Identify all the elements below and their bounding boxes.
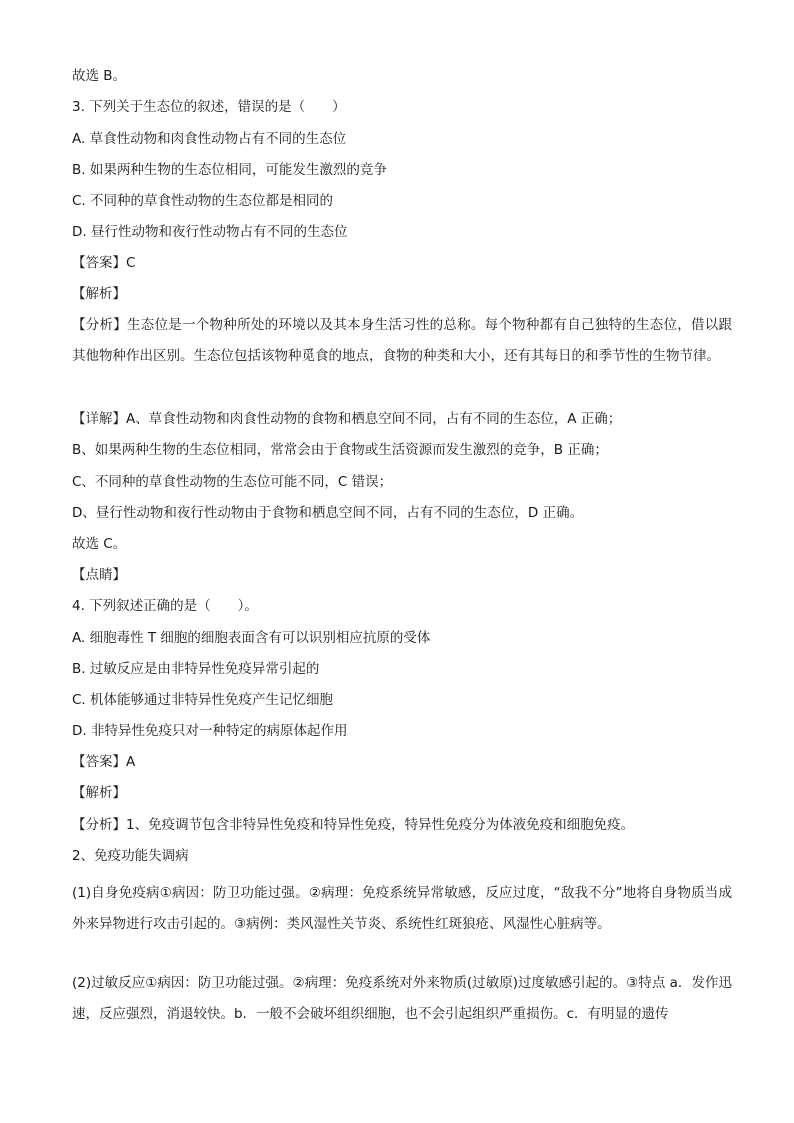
- question-4-analysis-point-2: 2、免疫功能失调病: [72, 848, 189, 864]
- question-4-analysis-point-1: 【分析】1、免疫调节包含非特异性免疫和特异性免疫，特异性免疫分为体液免疫和细胞免疫。: [72, 817, 635, 833]
- autoimmune-disease-paragraph: (1)自身免疫病①病因：防卫功能过强。②病理：免疫系统异常敏感，反应过度，“敌我不分”地将自身物质当成外来异物进行攻击引起的。③病例：类风湿性关节炎、系统性红斑狼疮、风湿性心脏病等。: [72, 885, 732, 932]
- allergic-reaction-paragraph: (2)过敏反应①病因：防卫功能过强。②病理：免疫系统对外来物质(过敏原)过度敏感引起的。③特点 a．发作迅速，反应强烈，消退较快。b．一般不会破坏组织细胞，也不会引起组织严重损伤。c．有明显的遗传: [72, 975, 732, 1022]
- question-4-option-c: C. 机体能够通过非特异性免疫产生记忆细胞: [72, 692, 334, 708]
- question-3-answer: 【答案】C: [72, 255, 136, 271]
- question-3-option-c: C. 不同种的草食性动物的生态位都是相同的: [72, 193, 334, 209]
- text-line: 故选 B。: [72, 68, 127, 84]
- question-3-analysis-heading: 【解析】: [72, 286, 126, 302]
- question-3-detail-a: 【详解】A、草食性动物和肉食性动物的食物和栖息空间不同，占有不同的生态位，A 正确；: [72, 411, 622, 427]
- question-3-analysis-paragraph: 【分析】生态位是一个物种所处的环境以及其本身生活习性的总称。每个物种都有自己独特的生态位，借以跟其他物种作出区别。生态位包括该物种觅食的地点，食物的种类和大小，还有其每日的和季节性的生物节律。: [72, 317, 732, 364]
- question-3-comment-heading: 【点睛】: [72, 567, 126, 583]
- question-3-option-d: D. 昼行性动物和夜行性动物占有不同的生态位: [72, 224, 348, 240]
- question-3-detail-c: C、不同种的草食性动物的生态位可能不同，C 错误；: [72, 474, 393, 490]
- question-3-option-a: A. 草食性动物和肉食性动物占有不同的生态位: [72, 131, 347, 147]
- question-4-stem: 4. 下列叙述正确的是（ ）。: [72, 598, 258, 614]
- question-4-option-d: D. 非特异性免疫只对一种特定的病原体起作用: [72, 723, 348, 739]
- question-3-option-b: B. 如果两种生物的生态位相同，可能发生激烈的竞争: [72, 162, 387, 178]
- question-4-answer: 【答案】A: [72, 754, 136, 770]
- question-4-option-b: B. 过敏反应是由非特异性免疫异常引起的: [72, 661, 320, 677]
- question-3-detail-d: D、昼行性动物和夜行性动物由于食物和栖息空间不同，占有不同的生态位，D 正确。: [72, 505, 584, 521]
- question-4-analysis-heading: 【解析】: [72, 785, 126, 801]
- question-3-stem: 3. 下列关于生态位的叙述，错误的是（ ）: [72, 99, 346, 115]
- question-3-detail-b: B、如果两种生物的生态位相同，常常会由于食物或生活资源而发生激烈的竞争，B 正确；: [72, 442, 608, 458]
- question-3-conclusion: 故选 C。: [72, 536, 127, 552]
- question-4-option-a: A. 细胞毒性 T 细胞的细胞表面含有可以识别相应抗原的受体: [72, 630, 431, 646]
